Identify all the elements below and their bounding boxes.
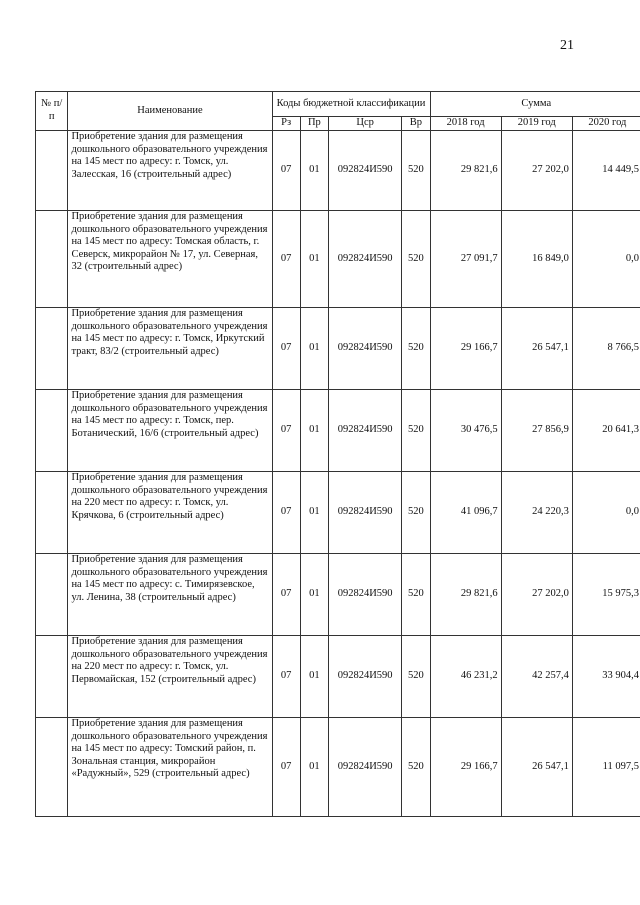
table-body <box>36 131 640 817</box>
row-csr: 092824И590 <box>329 211 402 308</box>
row-vr: 520 <box>402 636 430 718</box>
page-number: 21 <box>560 38 574 53</box>
row-2018: 29 821,6 <box>430 131 501 211</box>
row-2020: 20 641,3 <box>572 390 640 472</box>
row-2018: 29 821,6 <box>430 554 501 636</box>
row-csr: 092824И590 <box>329 636 402 718</box>
row-number <box>36 718 68 817</box>
row-2020: 0,0 <box>572 472 640 554</box>
table-row <box>36 472 640 554</box>
row-pr: 01 <box>300 636 328 718</box>
row-vr: 520 <box>402 131 430 211</box>
row-2019: 27 202,0 <box>501 554 572 636</box>
header-2018: 2018 год <box>430 117 501 131</box>
header-sum: Сумма <box>430 92 640 117</box>
row-number <box>36 308 68 390</box>
row-csr: 092824И590 <box>329 472 402 554</box>
table-row <box>36 211 640 308</box>
row-rz: 07 <box>272 636 300 718</box>
row-2018: 29 166,7 <box>430 718 501 817</box>
header-num: № п/п <box>36 92 68 131</box>
row-csr: 092824И590 <box>329 308 402 390</box>
row-pr: 01 <box>300 131 328 211</box>
row-csr: 092824И590 <box>329 131 402 211</box>
row-2019: 27 856,9 <box>501 390 572 472</box>
table-row <box>36 131 640 211</box>
header-2019: 2019 год <box>501 117 572 131</box>
row-pr: 01 <box>300 308 328 390</box>
row-2018: 29 166,7 <box>430 308 501 390</box>
row-vr: 520 <box>402 554 430 636</box>
row-name: Приобретение здания для размещения дошкольного образовательного учреждения на 145 мест по адресу: г. Томск, Иркутский тракт, 83/2 (строительный адрес) <box>68 308 272 390</box>
table-row <box>36 390 640 472</box>
row-csr: 092824И590 <box>329 554 402 636</box>
row-vr: 520 <box>402 390 430 472</box>
table-row <box>36 308 640 390</box>
row-2020: 14 449,5 <box>572 131 640 211</box>
row-number <box>36 636 68 718</box>
row-vr: 520 <box>402 211 430 308</box>
row-2019: 16 849,0 <box>501 211 572 308</box>
row-2018: 46 231,2 <box>430 636 501 718</box>
row-csr: 092824И590 <box>329 390 402 472</box>
row-pr: 01 <box>300 554 328 636</box>
row-csr: 092824И590 <box>329 718 402 817</box>
row-vr: 520 <box>402 308 430 390</box>
row-name: Приобретение здания для размещения дошкольного образовательного учреждения на 145 мест по адресу: с. Тимирязевское, ул. Ленина, 38 (строительный адрес) <box>68 554 272 636</box>
row-name: Приобретение здания для размещения дошкольного образовательного учреждения на 145 мест по адресу: г. Томск, пер. Ботанический, 16/6 (строительный адрес) <box>68 390 272 472</box>
header-vr: Вр <box>402 117 430 131</box>
header-2020: 2020 год <box>572 117 640 131</box>
row-rz: 07 <box>272 390 300 472</box>
header-codes: Коды бюджетной классификации <box>272 92 430 117</box>
row-pr: 01 <box>300 472 328 554</box>
row-2019: 42 257,4 <box>501 636 572 718</box>
header-pr: Пр <box>300 117 328 131</box>
row-number <box>36 390 68 472</box>
row-number <box>36 554 68 636</box>
row-2019: 26 547,1 <box>501 718 572 817</box>
row-rz: 07 <box>272 554 300 636</box>
row-rz: 07 <box>272 472 300 554</box>
table-row <box>36 554 640 636</box>
row-name: Приобретение здания для размещения дошкольного образовательного учреждения на 220 мест по адресу: г. Томск, ул. Первомайская, 152 (строительный адрес) <box>68 636 272 718</box>
row-name: Приобретение здания для размещения дошкольного образовательного учреждения на 145 мест по адресу: Томский район, п. Зональная станция, микрорайон «Радужный», 529 (строительный адрес) <box>68 718 272 817</box>
row-rz: 07 <box>272 308 300 390</box>
row-number <box>36 211 68 308</box>
header-csr: Цср <box>329 117 402 131</box>
row-rz: 07 <box>272 718 300 817</box>
row-number <box>36 472 68 554</box>
header-name: Наименование <box>68 92 272 131</box>
row-pr: 01 <box>300 211 328 308</box>
row-2018: 30 476,5 <box>430 390 501 472</box>
row-2020: 8 766,5 <box>572 308 640 390</box>
row-name: Приобретение здания для размещения дошкольного образовательного учреждения на 220 мест по адресу: г. Томск, ул. Крячкова, 6 (строительный адрес) <box>68 472 272 554</box>
row-2020: 33 904,4 <box>572 636 640 718</box>
row-2018: 41 096,7 <box>430 472 501 554</box>
row-2019: 26 547,1 <box>501 308 572 390</box>
row-2020: 11 097,5 <box>572 718 640 817</box>
table-row <box>36 636 640 718</box>
row-number <box>36 131 68 211</box>
row-name: Приобретение здания для размещения дошкольного образовательного учреждения на 145 мест по адресу: г. Томск, ул. Залесская, 16 (строительный адрес) <box>68 131 272 211</box>
row-2019: 24 220,3 <box>501 472 572 554</box>
row-name: Приобретение здания для размещения дошкольного образовательного учреждения на 145 мест по адресу: Томская область, г. Северск, микрорайон № 17, ул. Северная, 32 (строительный адрес) <box>68 211 272 308</box>
table-row <box>36 718 640 817</box>
row-pr: 01 <box>300 390 328 472</box>
row-vr: 520 <box>402 718 430 817</box>
row-rz: 07 <box>272 211 300 308</box>
row-vr: 520 <box>402 472 430 554</box>
budget-table <box>35 91 640 817</box>
row-pr: 01 <box>300 718 328 817</box>
row-2020: 0,0 <box>572 211 640 308</box>
row-rz: 07 <box>272 131 300 211</box>
row-2020: 15 975,3 <box>572 554 640 636</box>
row-2019: 27 202,0 <box>501 131 572 211</box>
row-2018: 27 091,7 <box>430 211 501 308</box>
header-rz: Рз <box>272 117 300 131</box>
